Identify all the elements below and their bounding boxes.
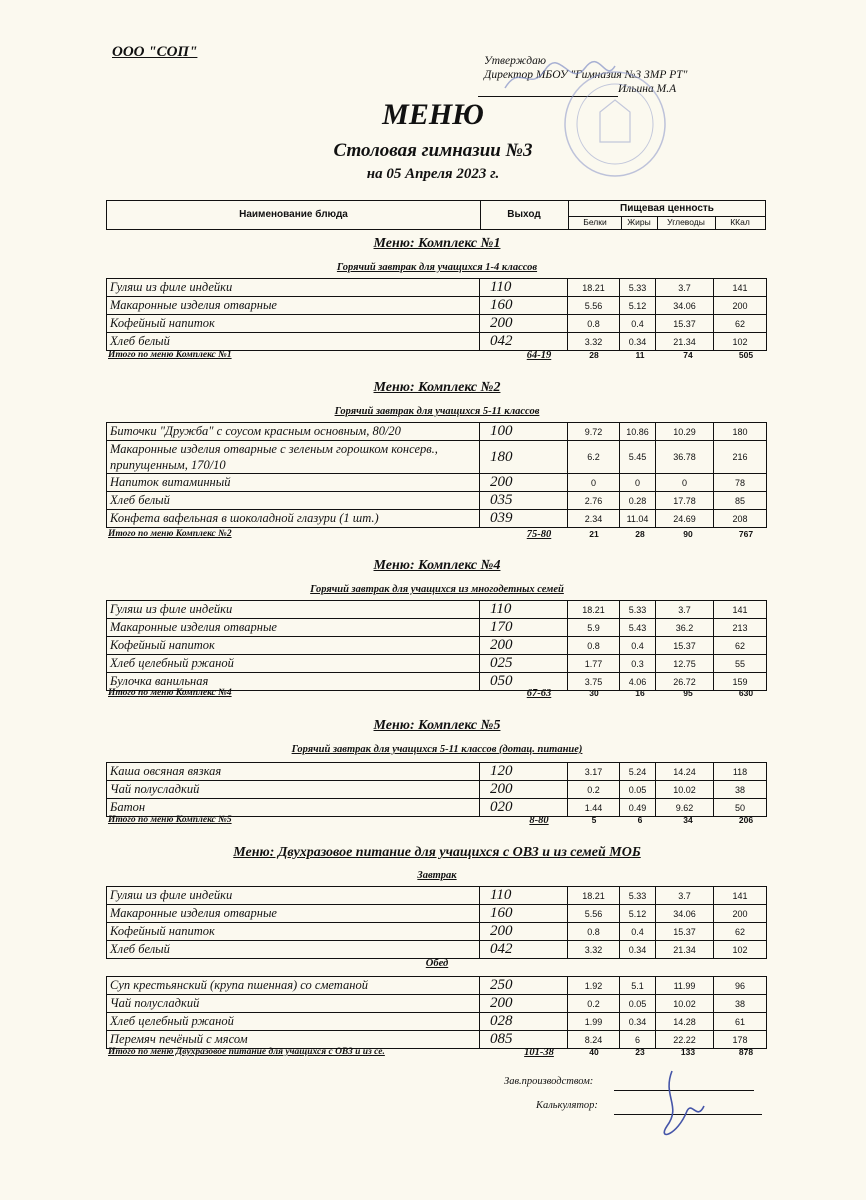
page-title: МЕНЮ	[382, 98, 484, 131]
total-protein: 40	[589, 1047, 599, 1057]
carbs-value: 11.99	[656, 977, 714, 995]
total-fat: 11	[635, 350, 645, 360]
kcal-value: 200	[714, 905, 767, 923]
total-kcal: 505	[738, 350, 754, 360]
menu-date: на 05 Апреля 2023 г.	[366, 166, 500, 182]
kcal-value: 96	[714, 977, 767, 995]
section-subtitle: Горячий завтрак для учащихся из многодетных семей	[310, 584, 564, 595]
carbs-value: 21.34	[656, 941, 714, 959]
protein-value: 0.2	[568, 781, 620, 799]
total-row	[106, 815, 766, 827]
total-protein: 28	[589, 350, 599, 360]
kcal-value: 102	[714, 333, 767, 351]
dish-output: 110	[480, 601, 568, 619]
fat-value: 0.4	[620, 923, 656, 941]
protein-value: 18.21	[568, 887, 620, 905]
total-output: 67-63	[526, 688, 552, 699]
protein-value: 9.72	[568, 423, 620, 441]
dish-output: 050	[480, 673, 568, 691]
dish-name: Булочка ванильная	[107, 673, 480, 691]
fat-value: 0.05	[620, 781, 656, 799]
protein-value: 0.2	[568, 995, 620, 1013]
dish-name: Биточки "Дружба" с соусом красным основным, 80/20	[107, 423, 480, 441]
dish-name: Гуляш из филе индейки	[107, 601, 480, 619]
approval-director: Директор МБОУ "Гимназия №3 ЗМР РТ"	[484, 69, 688, 81]
fat-value: 4.06	[620, 673, 656, 691]
total-carbs: 90	[683, 529, 693, 539]
kcal-value: 85	[714, 492, 767, 510]
dish-output: 200	[480, 315, 568, 333]
table-row	[107, 995, 767, 1013]
dish-output: 025	[480, 655, 568, 673]
total-label: Итого по меню Комплекс №2	[108, 529, 232, 539]
dish-name: Конфета вафельная в шоколадной глазури (1 шт.)	[107, 510, 480, 528]
protein-value: 2.34	[568, 510, 620, 528]
kcal-value: 141	[714, 887, 767, 905]
dish-name: Кофейный напиток	[107, 923, 480, 941]
col-kcal: ККал	[730, 217, 750, 227]
total-protein: 21	[589, 529, 599, 539]
table-row	[107, 279, 767, 297]
total-fat: 23	[635, 1047, 645, 1057]
fat-value: 0.05	[620, 995, 656, 1013]
col-nutrition-header: Пищевая ценность	[620, 203, 714, 214]
fat-value: 0	[620, 474, 656, 492]
dish-output: 039	[480, 510, 568, 528]
carbs-value: 15.37	[656, 923, 714, 941]
table-header	[106, 200, 766, 230]
dish-output: 200	[480, 995, 568, 1013]
total-row	[106, 350, 766, 362]
table-row	[107, 474, 767, 492]
calculator-label: Калькулятор:	[536, 1100, 598, 1111]
total-label: Итого по меню Комплекс №5	[108, 815, 232, 825]
carbs-value: 22.22	[656, 1031, 714, 1049]
protein-value: 5.56	[568, 297, 620, 315]
dish-output: 200	[480, 474, 568, 492]
kcal-value: 216	[714, 441, 767, 474]
dish-name: Напиток витаминный	[107, 474, 480, 492]
table-row	[107, 655, 767, 673]
carbs-value: 0	[656, 474, 714, 492]
approval-label: Утверждаю	[484, 55, 546, 67]
kcal-value: 62	[714, 315, 767, 333]
section-title: Меню: Двухразовое питание для учащихся с ОВЗ и из семей МОБ	[233, 845, 641, 860]
fat-value: 10.86	[620, 423, 656, 441]
table-row	[107, 923, 767, 941]
protein-value: 2.76	[568, 492, 620, 510]
table-row	[107, 1031, 767, 1049]
kcal-value: 213	[714, 619, 767, 637]
kcal-value: 178	[714, 1031, 767, 1049]
kcal-value: 159	[714, 673, 767, 691]
carbs-value: 34.06	[656, 297, 714, 315]
table-row	[107, 441, 767, 474]
protein-value: 0.8	[568, 637, 620, 655]
fat-value: 5.33	[620, 279, 656, 297]
total-protein: 5	[591, 815, 597, 825]
total-kcal: 767	[738, 529, 754, 539]
dish-output: 028	[480, 1013, 568, 1031]
total-label: Итого по меню Комплекс №1	[108, 350, 232, 360]
page-subtitle: Столовая гимназии №3	[333, 140, 533, 161]
carbs-value: 10.02	[656, 995, 714, 1013]
carbs-value: 36.2	[656, 619, 714, 637]
total-fat: 6	[637, 815, 643, 825]
total-output: 75-80	[526, 529, 552, 540]
protein-value: 6.2	[568, 441, 620, 474]
total-carbs: 133	[680, 1047, 696, 1057]
menu-table-complex-2	[106, 422, 767, 528]
dish-name: Хлеб белый	[107, 333, 480, 351]
fat-value: 0.34	[620, 1013, 656, 1031]
carbs-value: 26.72	[656, 673, 714, 691]
fat-value: 5.45	[620, 441, 656, 474]
table-row	[107, 977, 767, 995]
fat-value: 6	[620, 1031, 656, 1049]
col-carbs: Углеводы	[657, 217, 716, 230]
fat-value: 0.4	[620, 637, 656, 655]
dish-name: Чай полусладкий	[107, 781, 480, 799]
total-output: 8-80	[529, 815, 549, 826]
carbs-value: 24.69	[656, 510, 714, 528]
dish-name: Хлеб целебный ржаной	[107, 1013, 480, 1031]
menu-table-breakfast	[106, 886, 767, 959]
carbs-value: 10.02	[656, 781, 714, 799]
fat-value: 0.34	[620, 941, 656, 959]
fat-value: 0.3	[620, 655, 656, 673]
table-row	[107, 887, 767, 905]
total-kcal: 630	[738, 688, 754, 698]
section-subtitle: Горячий завтрак для учащихся 5-11 классов	[334, 406, 540, 417]
total-protein: 30	[589, 688, 599, 698]
dish-output: 085	[480, 1031, 568, 1049]
table-row	[107, 637, 767, 655]
protein-value: 8.24	[568, 1031, 620, 1049]
dish-name: Гуляш из филе индейки	[107, 887, 480, 905]
protein-value: 5.9	[568, 619, 620, 637]
carbs-value: 17.78	[656, 492, 714, 510]
dish-name: Кофейный напиток	[107, 637, 480, 655]
protein-value: 3.32	[568, 333, 620, 351]
nutrition-subheader	[569, 216, 765, 230]
protein-value: 0.8	[568, 923, 620, 941]
carbs-value: 12.75	[656, 655, 714, 673]
fat-value: 5.43	[620, 619, 656, 637]
menu-table-complex-1	[106, 278, 767, 351]
fat-value: 5.33	[620, 601, 656, 619]
dish-output: 200	[480, 637, 568, 655]
total-fat: 16	[635, 688, 645, 698]
protein-value: 1.77	[568, 655, 620, 673]
total-kcal: 878	[738, 1047, 754, 1057]
kcal-value: 141	[714, 601, 767, 619]
dish-name: Каша овсяная вязкая	[107, 763, 480, 781]
menu-table-complex-5	[106, 762, 767, 817]
total-row	[106, 1047, 766, 1059]
dish-output: 170	[480, 619, 568, 637]
fat-value: 5.33	[620, 887, 656, 905]
table-row	[107, 333, 767, 351]
menu-table-complex-4	[106, 600, 767, 691]
protein-value: 1.44	[568, 799, 620, 817]
table-row	[107, 315, 767, 333]
table-row	[107, 799, 767, 817]
dish-name: Чай полусладкий	[107, 995, 480, 1013]
protein-value: 18.21	[568, 279, 620, 297]
dish-output: 100	[480, 423, 568, 441]
kcal-value: 55	[714, 655, 767, 673]
section-subtitle-lunch: Обед	[425, 958, 449, 969]
section-subtitle: Горячий завтрак для учащихся 1-4 классов	[336, 262, 538, 273]
carbs-value: 14.28	[656, 1013, 714, 1031]
col-protein: Белки	[569, 217, 622, 230]
table-row	[107, 619, 767, 637]
dish-name: Перемяч печёный с мясом	[107, 1031, 480, 1049]
table-row	[107, 941, 767, 959]
kcal-value: 208	[714, 510, 767, 528]
production-manager-label: Зав.производством:	[504, 1076, 594, 1087]
protein-value: 1.92	[568, 977, 620, 995]
protein-value: 3.17	[568, 763, 620, 781]
carbs-value: 10.29	[656, 423, 714, 441]
total-kcal: 206	[738, 815, 754, 825]
organization-name: ООО "СОП"	[112, 44, 198, 60]
section-title: Меню: Комплекс №2	[373, 380, 501, 395]
fat-value: 5.1	[620, 977, 656, 995]
kcal-value: 50	[714, 799, 767, 817]
total-carbs: 74	[683, 350, 693, 360]
protein-value: 0	[568, 474, 620, 492]
dish-name: Суп крестьянский (крупа пшенная) со сметаной	[107, 977, 480, 995]
total-carbs: 34	[683, 815, 693, 825]
dish-name: Хлеб целебный ржаной	[107, 655, 480, 673]
table-row	[107, 905, 767, 923]
fat-value: 5.12	[620, 905, 656, 923]
table-row	[107, 423, 767, 441]
dish-output: 020	[480, 799, 568, 817]
kcal-value: 78	[714, 474, 767, 492]
dish-output: 042	[480, 941, 568, 959]
col-name-header: Наименование блюда	[107, 201, 481, 229]
menu-table-lunch	[106, 976, 767, 1049]
kcal-value: 180	[714, 423, 767, 441]
dish-name: Макаронные изделия отварные	[107, 905, 480, 923]
dish-output: 250	[480, 977, 568, 995]
fat-value: 5.24	[620, 763, 656, 781]
protein-value: 5.56	[568, 905, 620, 923]
total-row	[106, 529, 766, 541]
dish-output: 160	[480, 905, 568, 923]
dish-name: Хлеб белый	[107, 941, 480, 959]
dish-name: Макаронные изделия отварные	[107, 619, 480, 637]
carbs-value: 15.37	[656, 637, 714, 655]
dish-output: 160	[480, 297, 568, 315]
dish-name: Гуляш из филе индейки	[107, 279, 480, 297]
kcal-value: 62	[714, 923, 767, 941]
director-signature	[500, 58, 620, 98]
total-label: Итого по меню Двухразовое питание для учащихся с ОВЗ и из се.	[108, 1047, 385, 1057]
dish-output: 180	[480, 441, 568, 474]
total-label: Итого по меню Комплекс №4	[108, 688, 232, 698]
fat-value: 0.28	[620, 492, 656, 510]
carbs-value: 21.34	[656, 333, 714, 351]
protein-value: 18.21	[568, 601, 620, 619]
dish-name: Батон	[107, 799, 480, 817]
carbs-value: 3.7	[656, 601, 714, 619]
section-subtitle: Завтрак	[417, 870, 457, 881]
table-row	[107, 510, 767, 528]
carbs-value: 3.7	[656, 279, 714, 297]
calculator-signature	[642, 1066, 712, 1146]
approval-name: Ильина М.А	[618, 83, 677, 95]
section-title: Меню: Комплекс №4	[373, 558, 501, 573]
total-fat: 28	[635, 529, 645, 539]
kcal-value: 118	[714, 763, 767, 781]
section-subtitle: Горячий завтрак для учащихся 5-11 классов (дотац. питание)	[291, 744, 583, 755]
protein-value: 3.32	[568, 941, 620, 959]
kcal-value: 62	[714, 637, 767, 655]
dish-name: Макаронные изделия отварные	[107, 297, 480, 315]
kcal-value: 38	[714, 995, 767, 1013]
table-row	[107, 297, 767, 315]
table-row	[107, 601, 767, 619]
dish-output: 200	[480, 781, 568, 799]
kcal-value: 61	[714, 1013, 767, 1031]
fat-value: 11.04	[620, 510, 656, 528]
carbs-value: 14.24	[656, 763, 714, 781]
dish-name: Макаронные изделия отварные с зеленым горошком консерв., припущенным, 170/10	[107, 441, 480, 474]
carbs-value: 9.62	[656, 799, 714, 817]
protein-value: 3.75	[568, 673, 620, 691]
dish-output: 042	[480, 333, 568, 351]
carbs-value: 3.7	[656, 887, 714, 905]
protein-value: 1.99	[568, 1013, 620, 1031]
protein-value: 0.8	[568, 315, 620, 333]
carbs-value: 36.78	[656, 441, 714, 474]
dish-output: 035	[480, 492, 568, 510]
kcal-value: 141	[714, 279, 767, 297]
section-title: Меню: Комплекс №5	[373, 718, 501, 733]
dish-output: 200	[480, 923, 568, 941]
total-carbs: 95	[683, 688, 693, 698]
fat-value: 5.12	[620, 297, 656, 315]
fat-value: 0.49	[620, 799, 656, 817]
dish-output: 120	[480, 763, 568, 781]
table-row	[107, 492, 767, 510]
carbs-value: 15.37	[656, 315, 714, 333]
total-output: 101-38	[524, 1047, 554, 1058]
table-row	[107, 781, 767, 799]
dish-name: Хлеб белый	[107, 492, 480, 510]
kcal-value: 102	[714, 941, 767, 959]
col-output-header: Выход	[480, 201, 569, 229]
col-fat: Жиры	[621, 217, 658, 230]
fat-value: 0.34	[620, 333, 656, 351]
table-row	[107, 1013, 767, 1031]
fat-value: 0.4	[620, 315, 656, 333]
total-row	[106, 688, 766, 700]
dish-output: 110	[480, 279, 568, 297]
dish-name: Кофейный напиток	[107, 315, 480, 333]
total-output: 64-19	[526, 350, 552, 361]
table-row	[107, 763, 767, 781]
section-title: Меню: Комплекс №1	[373, 236, 501, 251]
kcal-value: 200	[714, 297, 767, 315]
dish-output: 110	[480, 887, 568, 905]
carbs-value: 34.06	[656, 905, 714, 923]
kcal-value: 38	[714, 781, 767, 799]
